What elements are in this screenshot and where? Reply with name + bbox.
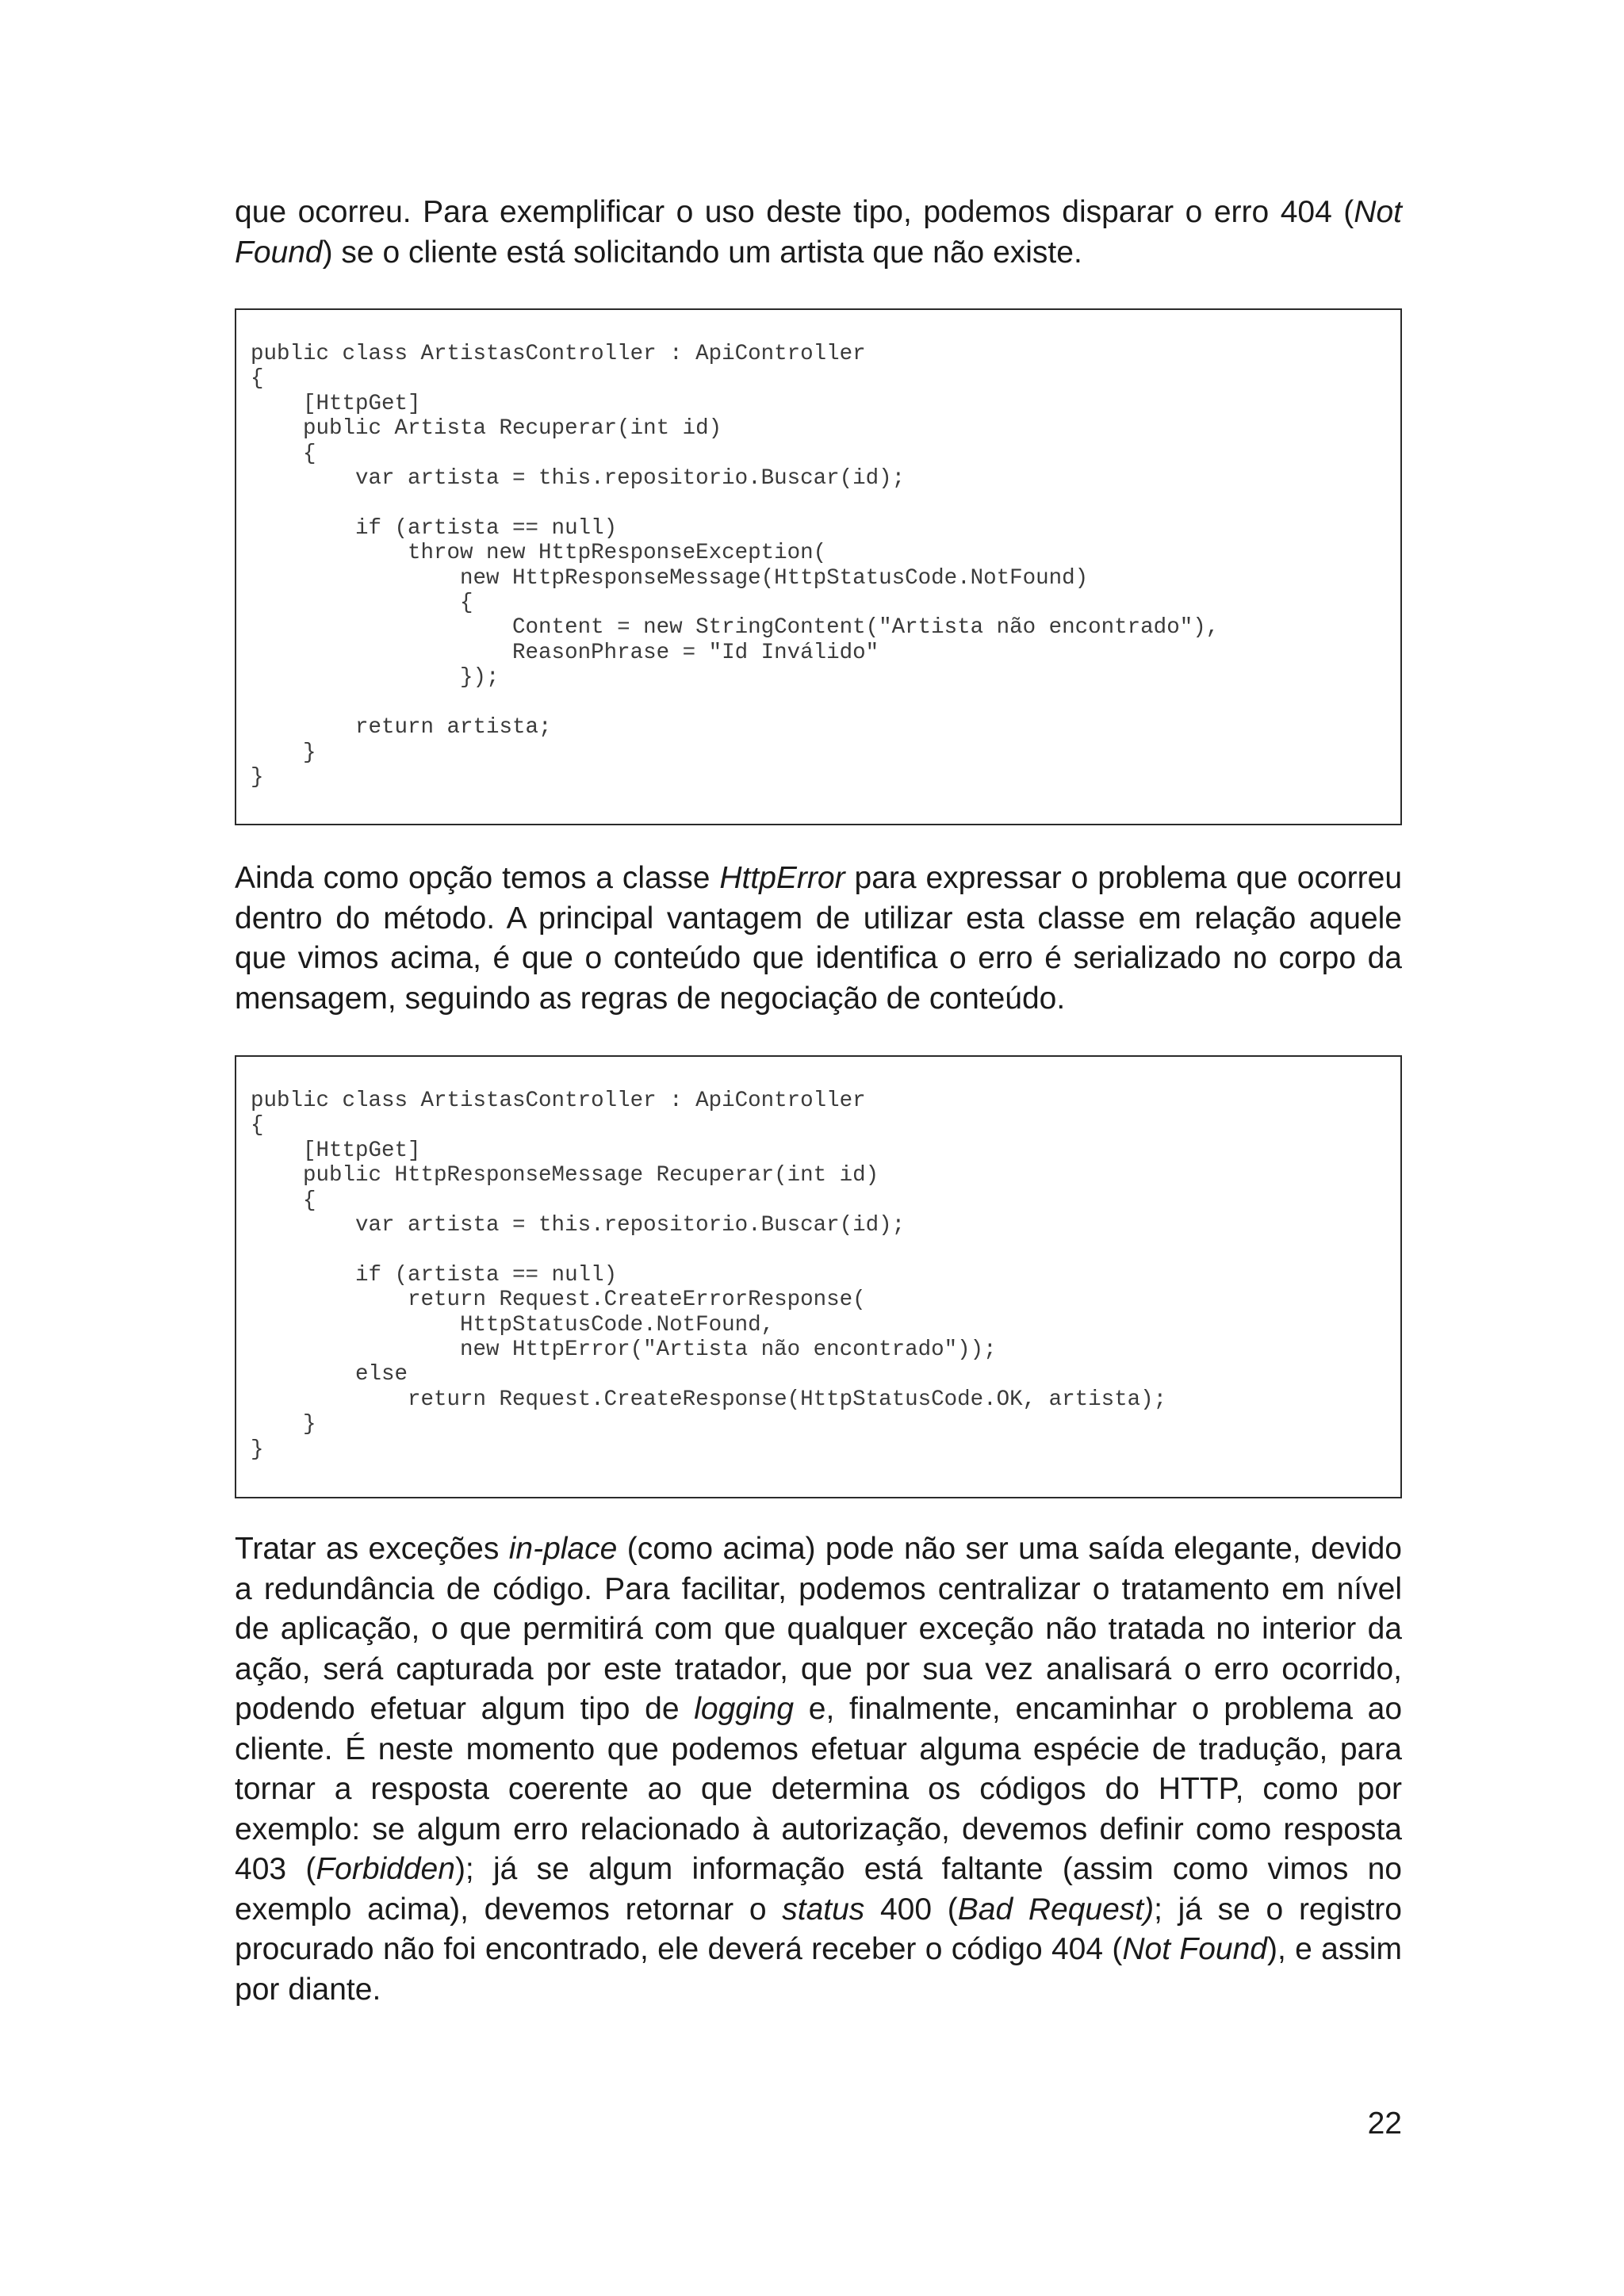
emphasis-text: in-place (508, 1532, 618, 1566)
paragraph-text: para expressar o problema que ocorreu dentro do método. A principal vantagem de utilizar esta classe em relação aquele que vimos acima, é que o conteúdo que identifica o erro é serializado no corpo da mensagem, seguindo as regras de negociação de conteúdo. (235, 861, 1403, 1016)
paragraph-text: que ocorreu. Para exemplificar o uso deste tipo, podemos disparar o erro 404 ( (235, 195, 1354, 229)
paragraph-text: ; já se o registro procurado não foi encontrado, ele deverá receber o código 404 ( (235, 1892, 1402, 1966)
emphasis-text: HttpError (719, 861, 845, 895)
page-number: 22 (1367, 2107, 1402, 2141)
emphasis-text: status (782, 1892, 865, 1927)
paragraph-text: Tratar as exceções (235, 1532, 509, 1566)
paragraph-text: ) se o cliente está solicitando um artista que não existe. (322, 235, 1082, 270)
paragraph-text: Ainda como opção temos a classe (235, 861, 720, 895)
paragraph-exception-handling (235, 1529, 1402, 2010)
code-block-2 (235, 1055, 1402, 1498)
code-listing-1: public class ArtistasController : ApiController { [HttpGet] public Artista Recuperar(int id) { var artista = this.repositorio.Buscar(id); if (artista == null) throw new HttpResponseException( new HttpResponseMessage(HttpStatusCode.NotFound) { Content = new StringContent("Artista não encontrado"), ReasonPhrase = "Id Inválido" }); return artista; } } (251, 342, 1220, 790)
paragraph-intro (235, 193, 1402, 273)
paragraph-text: 400 ( (864, 1892, 958, 1927)
paragraph-text: (como acima) pode não ser uma saída elegante, devido a redundância de código. Para facilitar, podemos centralizar o tratamento em nível de aplicação, o que permitirá com que qualquer exceção não tratada no interior da ação, será capturada por este tratador, que por sua vez analisará o erro ocorrido, podendo efetuar algum tipo de (235, 1532, 1402, 1726)
paragraph-text: e, finalmente, encaminhar o problema ao cliente. É neste momento que podemos efetuar alguma espécie de tradução, para tornar a resposta coerente ao que determina os códigos do HTTP, como por exemplo: se algum erro relacionado à autorização, devemos definir como resposta 403 ( (235, 1692, 1403, 1886)
code-listing-2: public class ArtistasController : ApiController { [HttpGet] public HttpResponseMessage Recuperar(int id) { var artista = this.repositorio.Buscar(id); if (artista == null) return Request.CreateErrorResponse( HttpStatusCode.NotFound, new HttpError("Artista não encontrado")); else return Request.CreateResponse(HttpStatusCode.OK, artista); } } (251, 1089, 1167, 1462)
emphasis-text: Forbidden (316, 1852, 455, 1886)
emphasis-text: logging (694, 1692, 795, 1726)
code-block-1 (235, 308, 1402, 825)
emphasis-text: Bad Request) (957, 1892, 1155, 1927)
paragraph-text: ), e assim por diante. (235, 1932, 1403, 2007)
paragraph-text: ); já se algum informação está faltante (assim como vimos no exemplo acima), devemos retornar o (235, 1852, 1402, 1927)
emphasis-text: Not Found (1122, 1932, 1267, 1966)
emphasis-text: Not Found (235, 195, 1402, 270)
paragraph-httperror (235, 859, 1402, 1019)
